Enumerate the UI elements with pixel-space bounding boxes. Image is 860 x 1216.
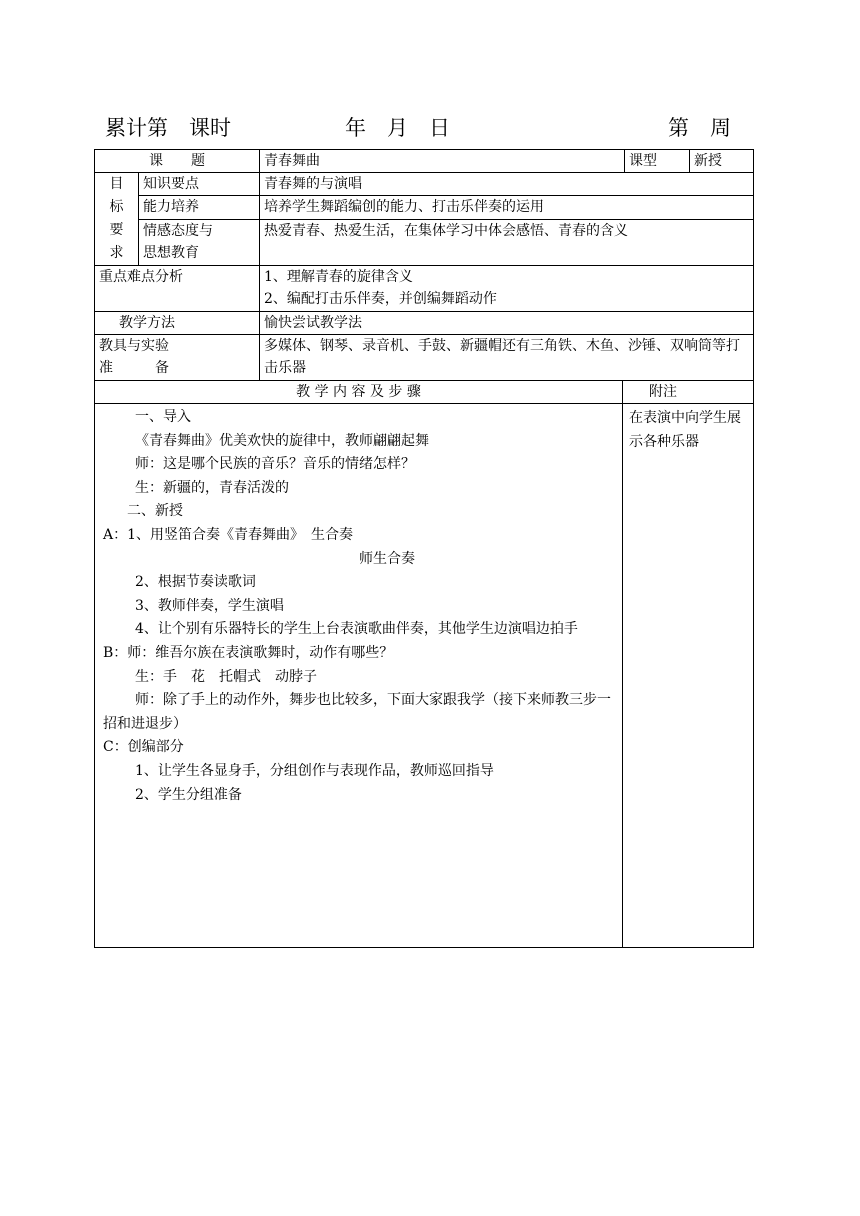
difficulty-item: 2、编配打击乐伴奏，并创编舞蹈动作 xyxy=(264,291,497,307)
knowledge-value: 青春舞的与演唱 xyxy=(260,173,754,196)
ability-label: 能力培养 xyxy=(139,196,260,219)
method-value: 愉快尝试教学法 xyxy=(260,312,754,335)
step-line: 二、新授 xyxy=(127,503,183,520)
knowledge-row xyxy=(95,173,754,196)
notes-cell: 在表演中向学生展示各种乐器 xyxy=(623,404,754,948)
goals-char: 目 xyxy=(109,176,124,192)
date-label: 年 月 日 xyxy=(345,116,450,140)
difficulty-item: 1、理解青春的旋律含义 xyxy=(264,269,413,285)
emotion-row xyxy=(95,219,754,266)
ability-row xyxy=(95,196,754,219)
step-line: 2、学生分组准备 xyxy=(135,786,242,803)
step-line: 生：手 花 托帽式 动脖子 xyxy=(135,668,317,685)
step-line: 《青春舞曲》优美欢快的旋律中，教师翩翩起舞 xyxy=(135,432,429,449)
step-line xyxy=(103,689,622,736)
step-line: 一、导入 xyxy=(135,409,191,425)
equipment-label-line: 教具与实验 xyxy=(99,338,169,354)
goals-char: 要 xyxy=(109,222,124,238)
step-line: 师生合奏 xyxy=(359,550,415,567)
content-header: 教 学 内 容 及 步 骤 xyxy=(95,381,623,404)
step-line: 1、让学生各显身手，分组创作与表现作品，教师巡回指导 xyxy=(135,762,494,779)
knowledge-label: 知识要点 xyxy=(139,173,260,196)
step-line: 2、根据节奏读歌词 xyxy=(135,574,256,591)
step-line: 生：新疆的，青春活泼的 xyxy=(135,479,289,496)
topic-label: 课 题 xyxy=(95,150,260,173)
goals-char: 标 xyxy=(109,199,124,215)
step-line: B：师：维吾尔族在表演歌舞时，动作有哪些？ xyxy=(103,644,394,661)
step-line: 4、让个别有乐器特长的学生上台表演歌曲伴奏，其他学生边演唱边拍手 xyxy=(135,621,578,638)
topic-row xyxy=(95,150,754,173)
content-header-row xyxy=(95,381,754,404)
notes-header: 附注 xyxy=(623,381,754,404)
step-line: A：1、用竖笛合奏《青春舞曲》 生合奏 xyxy=(103,526,354,543)
step-line-text: 师：除了手上的动作外，舞步也比较多，下面大家跟我学（接下来师教三步一招和进退步） xyxy=(103,692,611,732)
emotion-label-line: 思想教育 xyxy=(143,244,199,261)
emotion-value: 热爱青春、热爱生活，在集体学习中体会感悟、青春的含义 xyxy=(260,219,754,266)
lesson-type-label: 课型 xyxy=(625,150,690,173)
method-row xyxy=(95,312,754,335)
step-line: 3、教师伴奏，学生演唱 xyxy=(135,597,284,614)
step-line: C：创编部分 xyxy=(103,739,184,756)
equipment-label-line: 准 备 xyxy=(99,360,169,376)
step-line: 师：这是哪个民族的音乐？音乐的情绪怎样？ xyxy=(135,456,415,473)
cumulative-lesson-label: 累计第 课时 xyxy=(105,116,231,140)
topic-value: 青春舞曲 xyxy=(260,150,625,173)
emotion-label xyxy=(139,219,260,266)
equipment-value: 多媒体、钢琴、录音机、手鼓、新疆帽还有三角铁、木鱼、沙锤、双响筒等打击乐器 xyxy=(260,335,754,381)
equipment-label xyxy=(95,335,260,381)
difficulty-value xyxy=(260,266,754,312)
lesson-type-value: 新授 xyxy=(690,150,754,173)
week-label: 第 周 xyxy=(668,116,731,140)
equipment-row xyxy=(95,335,754,381)
emotion-label-line: 情感态度与 xyxy=(143,222,213,239)
document-header xyxy=(0,112,860,146)
lesson-plan-table xyxy=(94,149,754,948)
ability-value: 培养学生舞蹈编创的能力、打击乐伴奏的运用 xyxy=(260,196,754,219)
method-label: 教学方法 xyxy=(95,312,260,335)
difficulty-label: 重点难点分析 xyxy=(95,266,260,312)
goals-char: 求 xyxy=(109,245,124,261)
difficulty-row xyxy=(95,266,754,312)
teaching-steps xyxy=(95,404,623,948)
content-row xyxy=(95,404,754,948)
goals-label xyxy=(95,173,139,266)
